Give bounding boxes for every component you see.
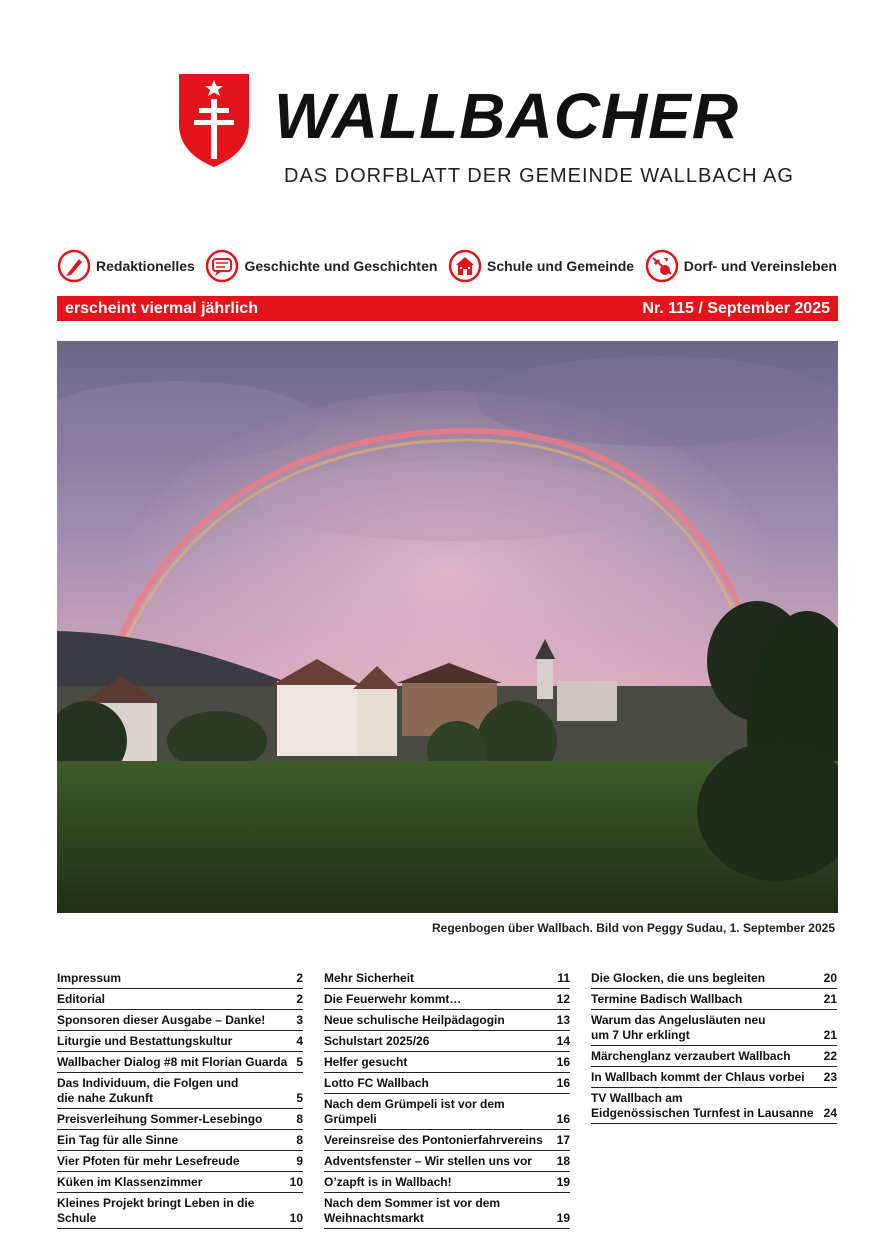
toc-item[interactable] xyxy=(57,968,303,989)
toc-title: Nach dem Grümpeli ist vor dem Grümpeli xyxy=(324,1097,505,1126)
toc-page: 18 xyxy=(556,1154,570,1168)
ball-and-pins-icon xyxy=(645,249,679,283)
category-geschichte xyxy=(205,249,437,283)
toc-item[interactable] xyxy=(591,1046,837,1067)
coat-of-arms-icon xyxy=(177,72,251,168)
toc-page: 22 xyxy=(823,1049,837,1063)
toc-title: Termine Badisch Wallbach xyxy=(591,992,743,1006)
toc-item[interactable] xyxy=(324,1130,570,1151)
toc-title: Wallbacher Dialog #8 mit Florian Guarda xyxy=(57,1055,288,1069)
toc-title: Vereinsreise des Pontonierfahrvereins xyxy=(324,1133,543,1147)
toc-title: Liturgie und Bestattungskultur xyxy=(57,1034,233,1048)
toc-title: Nach dem Sommer ist vor dem Weihnachtsmarkt xyxy=(324,1196,501,1225)
toc-page: 11 xyxy=(557,971,570,985)
toc-page: 14 xyxy=(556,1034,570,1048)
magazine-title: WALLBACHER xyxy=(274,80,740,152)
toc-title: Mehr Sicherheit xyxy=(324,971,415,985)
toc-item[interactable] xyxy=(591,1067,837,1088)
issue-banner xyxy=(57,296,838,321)
toc-title: Die Glocken, die uns begleiten xyxy=(591,971,766,985)
toc-page: 16 xyxy=(556,1076,570,1090)
toc-item[interactable] xyxy=(57,1073,303,1109)
toc-page: 12 xyxy=(556,992,570,1006)
toc-title: Sponsoren dieser Ausgabe – Danke! xyxy=(57,1013,266,1027)
toc-item[interactable] xyxy=(324,1172,570,1193)
toc-column-1 xyxy=(57,968,303,1229)
toc-title: Preisverleihung Sommer-Lesebingo xyxy=(57,1112,263,1126)
toc-page: 19 xyxy=(556,1211,570,1225)
toc-title: Lotto FC Wallbach xyxy=(324,1076,429,1090)
toc-page: 21 xyxy=(823,992,837,1006)
frequency-text: erscheint viermal jährlich xyxy=(65,299,258,317)
toc-page: 24 xyxy=(823,1106,837,1120)
school-house-icon xyxy=(448,249,482,283)
category-label: Schule und Gemeinde xyxy=(487,258,635,274)
category-redaktionelles xyxy=(57,249,195,283)
toc-item[interactable] xyxy=(57,1010,303,1031)
toc-title: Adventsfenster – Wir stellen uns vor xyxy=(324,1154,532,1168)
pen-icon xyxy=(57,249,91,283)
toc-item[interactable] xyxy=(324,1031,570,1052)
toc-item[interactable] xyxy=(324,1151,570,1172)
toc-item[interactable] xyxy=(591,1088,837,1124)
toc-page: 8 xyxy=(296,1112,303,1126)
toc-page: 2 xyxy=(296,971,303,985)
toc-page: 16 xyxy=(556,1112,570,1126)
toc-item[interactable] xyxy=(57,1109,303,1130)
toc-item[interactable] xyxy=(324,1052,570,1073)
toc-item[interactable] xyxy=(591,989,837,1010)
toc-column-2 xyxy=(324,968,570,1229)
toc-page: 23 xyxy=(823,1070,837,1084)
toc-title: Die Feuerwehr kommt… xyxy=(324,992,462,1006)
toc-page: 20 xyxy=(823,971,837,985)
toc-item[interactable] xyxy=(57,1130,303,1151)
toc-column-3 xyxy=(591,968,837,1124)
toc-item[interactable] xyxy=(324,989,570,1010)
photo-caption: Regenbogen über Wallbach. Bild von Peggy Sudau, 1. September 2025 xyxy=(432,921,835,935)
toc-title: Editorial xyxy=(57,992,106,1006)
toc-title: Impressum xyxy=(57,971,122,985)
magazine-subtitle: DAS DORFBLATT DER GEMEINDE WALLBACH AG xyxy=(284,165,794,187)
toc-item[interactable] xyxy=(591,1010,837,1046)
toc-item[interactable] xyxy=(324,1193,570,1229)
category-bar xyxy=(57,246,837,286)
toc-page: 5 xyxy=(296,1091,303,1105)
toc-title: Neue schulische Heilpädagogin xyxy=(324,1013,505,1027)
toc-page: 3 xyxy=(296,1013,303,1027)
toc-page: 8 xyxy=(296,1133,303,1147)
toc-item[interactable] xyxy=(57,1193,303,1229)
toc-page: 16 xyxy=(556,1055,570,1069)
category-dorf xyxy=(645,249,837,283)
toc-title: Warum das Angelusläuten neu um 7 Uhr erklingt xyxy=(591,1013,766,1042)
toc-title: In Wallbach kommt der Chlaus vorbei xyxy=(591,1070,805,1084)
toc-page: 10 xyxy=(289,1175,303,1189)
toc-item[interactable] xyxy=(324,968,570,989)
toc-item[interactable] xyxy=(57,1031,303,1052)
toc-title: TV Wallbach am Eidgenössischen Turnfest in Lausanne xyxy=(591,1091,814,1120)
toc-title: Schulstart 2025/26 xyxy=(324,1034,430,1048)
toc-title: Ein Tag für alle Sinne xyxy=(57,1133,179,1147)
toc-page: 4 xyxy=(296,1034,303,1048)
toc-page: 17 xyxy=(556,1133,570,1147)
toc-title: Märchenglanz verzaubert Wallbach xyxy=(591,1049,791,1063)
toc-page: 5 xyxy=(296,1055,303,1069)
toc-item[interactable] xyxy=(591,968,837,989)
toc-title: Vier Pfoten für mehr Lesefreude xyxy=(57,1154,240,1168)
toc-page: 9 xyxy=(296,1154,303,1168)
toc-page: 19 xyxy=(556,1175,570,1189)
toc-item[interactable] xyxy=(57,1172,303,1193)
toc-title: Helfer gesucht xyxy=(324,1055,408,1069)
toc-item[interactable] xyxy=(324,1094,570,1130)
toc-title: Kleines Projekt bringt Leben in die Schule xyxy=(57,1196,255,1225)
category-label: Redaktionelles xyxy=(96,258,195,274)
toc-page: 2 xyxy=(296,992,303,1006)
toc-title: O’zapft is in Wallbach! xyxy=(324,1175,452,1189)
category-label: Dorf- und Vereinsleben xyxy=(683,258,837,274)
cover-photo xyxy=(57,341,838,913)
toc-item[interactable] xyxy=(324,1010,570,1031)
speech-bubble-icon xyxy=(205,249,239,283)
toc-item[interactable] xyxy=(57,989,303,1010)
toc-item[interactable] xyxy=(57,1052,303,1073)
toc-item[interactable] xyxy=(57,1151,303,1172)
toc-item[interactable] xyxy=(324,1073,570,1094)
toc-page: 13 xyxy=(556,1013,570,1027)
toc-title: Küken im Klassenzimmer xyxy=(57,1175,203,1189)
issue-number: Nr. 115 / September 2025 xyxy=(642,299,830,317)
toc-page: 10 xyxy=(289,1211,303,1225)
category-schule xyxy=(448,249,634,283)
toc-title: Das Individuum, die Folgen und die nahe Zukunft xyxy=(57,1076,239,1105)
category-label: Geschichte und Geschichten xyxy=(244,258,438,274)
toc-page: 21 xyxy=(823,1028,837,1042)
